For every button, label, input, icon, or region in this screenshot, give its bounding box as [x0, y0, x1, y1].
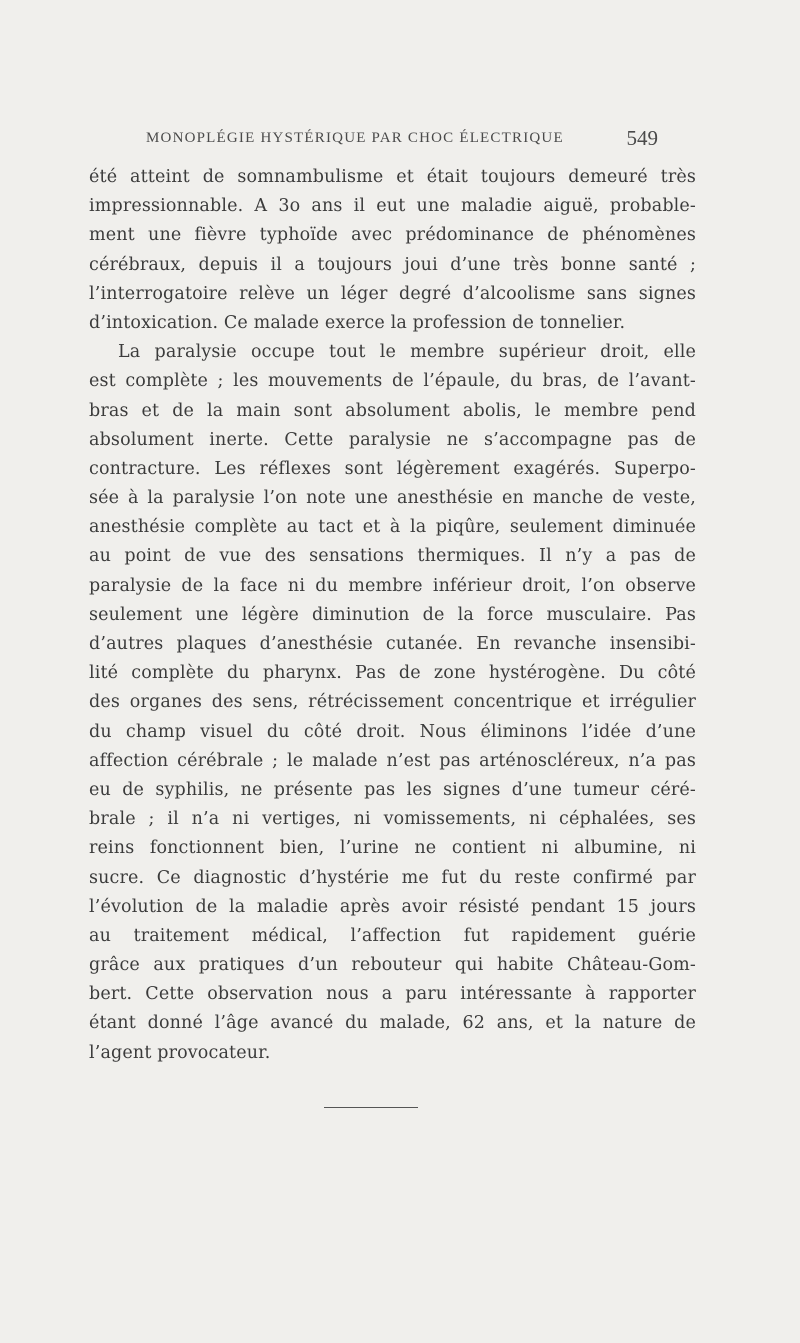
paragraph-start-line: La paralysie occupe tout le membre supérieur droit, elle [118, 342, 696, 363]
text-line: grâce aux pratiques d’un rebouteur qui habite Château-Gom- [89, 955, 696, 976]
text-line: sucre. Ce diagnostic d’hystérie me fut du reste confirmé par [89, 867, 696, 888]
text-line: brale ; il n’a ni vertiges, ni vomissements, ni céphalées, ses [89, 809, 696, 830]
text-line: des organes des sens, rétrécissement concentrique et irrégulier [89, 692, 696, 713]
text-line: contracture. Les réflexes sont légèrement exagérés. Superpo- [89, 458, 696, 479]
text-line: absolument inerte. Cette paralysie ne s’accompagne pas de [89, 429, 696, 450]
text-line: paralysie de la face ni du membre inférieur droit, l’on observe [89, 575, 696, 596]
text-line: été atteint de somnambulisme et était toujours demeuré très [89, 167, 696, 187]
text-line: d’autres plaques d’anesthésie cutanée. En revanche insensibi- [89, 634, 696, 654]
text-line: eu de syphilis, ne présente pas les signes d’une tumeur céré- [89, 779, 696, 800]
text-line: lité complète du pharynx. Pas de zone hystérogène. Du côté [89, 663, 696, 684]
running-title: MONOPLÉGIE HYSTÉRIQUE PAR CHOC ÉLECTRIQUE [146, 130, 564, 146]
text-line: bert. Cette observation nous a paru intéressante à rapporter [89, 984, 696, 1005]
text-line: l’agent provocateur. [89, 1042, 271, 1063]
text-line: ment une fièvre typhoïde avec prédominance de phénomènes [89, 225, 696, 246]
text-line: du champ visuel du côté droit. Nous éliminons l’idée d’une [89, 721, 696, 742]
text-line: l’évolution de la maladie après avoir résisté pendant 15 jours [89, 896, 696, 917]
text-line: sée à la paralysie l’on note une anesthésie en manche de veste, [89, 488, 696, 509]
text-line: bras et de la main sont absolument abolis, le membre pend [89, 400, 696, 421]
text-line: impressionnable. A 3o ans il eut une maladie aiguë, probable- [89, 196, 696, 217]
body-text [89, 163, 696, 1068]
end-rule [324, 1107, 418, 1108]
text-line: au point de vue des sensations thermiques. Il n’y a pas de [89, 546, 696, 567]
text-line: anesthésie complète au tact et à la piqûre, seulement diminuée [89, 517, 696, 538]
text-line: étant donné l’âge avancé du malade, 62 ans, et la nature de [89, 1013, 696, 1034]
text-line: cérébraux, depuis il a toujours joui d’une très bonne santé ; [89, 254, 696, 275]
text-line: affection cérébrale ; le malade n’est pas arténoscléreux, n’a pas [89, 750, 696, 771]
text-line: seulement une légère diminution de la force musculaire. Pas [89, 604, 696, 625]
text-line: l’interrogatoire relève un léger degré d’alcoolisme sans signes [89, 283, 696, 304]
text-line: est complète ; les mouvements de l’épaule, du bras, de l’avant- [89, 371, 696, 392]
text-line: reins fonctionnent bien, l’urine ne contient ni albumine, ni [89, 838, 696, 859]
running-head [146, 122, 658, 158]
text-line: au traitement médical, l’affection fut rapidement guérie [89, 925, 696, 946]
page-number: 549 [626, 126, 658, 150]
text-line: d’intoxication. Ce malade exerce la profession de tonnelier. [89, 312, 626, 333]
